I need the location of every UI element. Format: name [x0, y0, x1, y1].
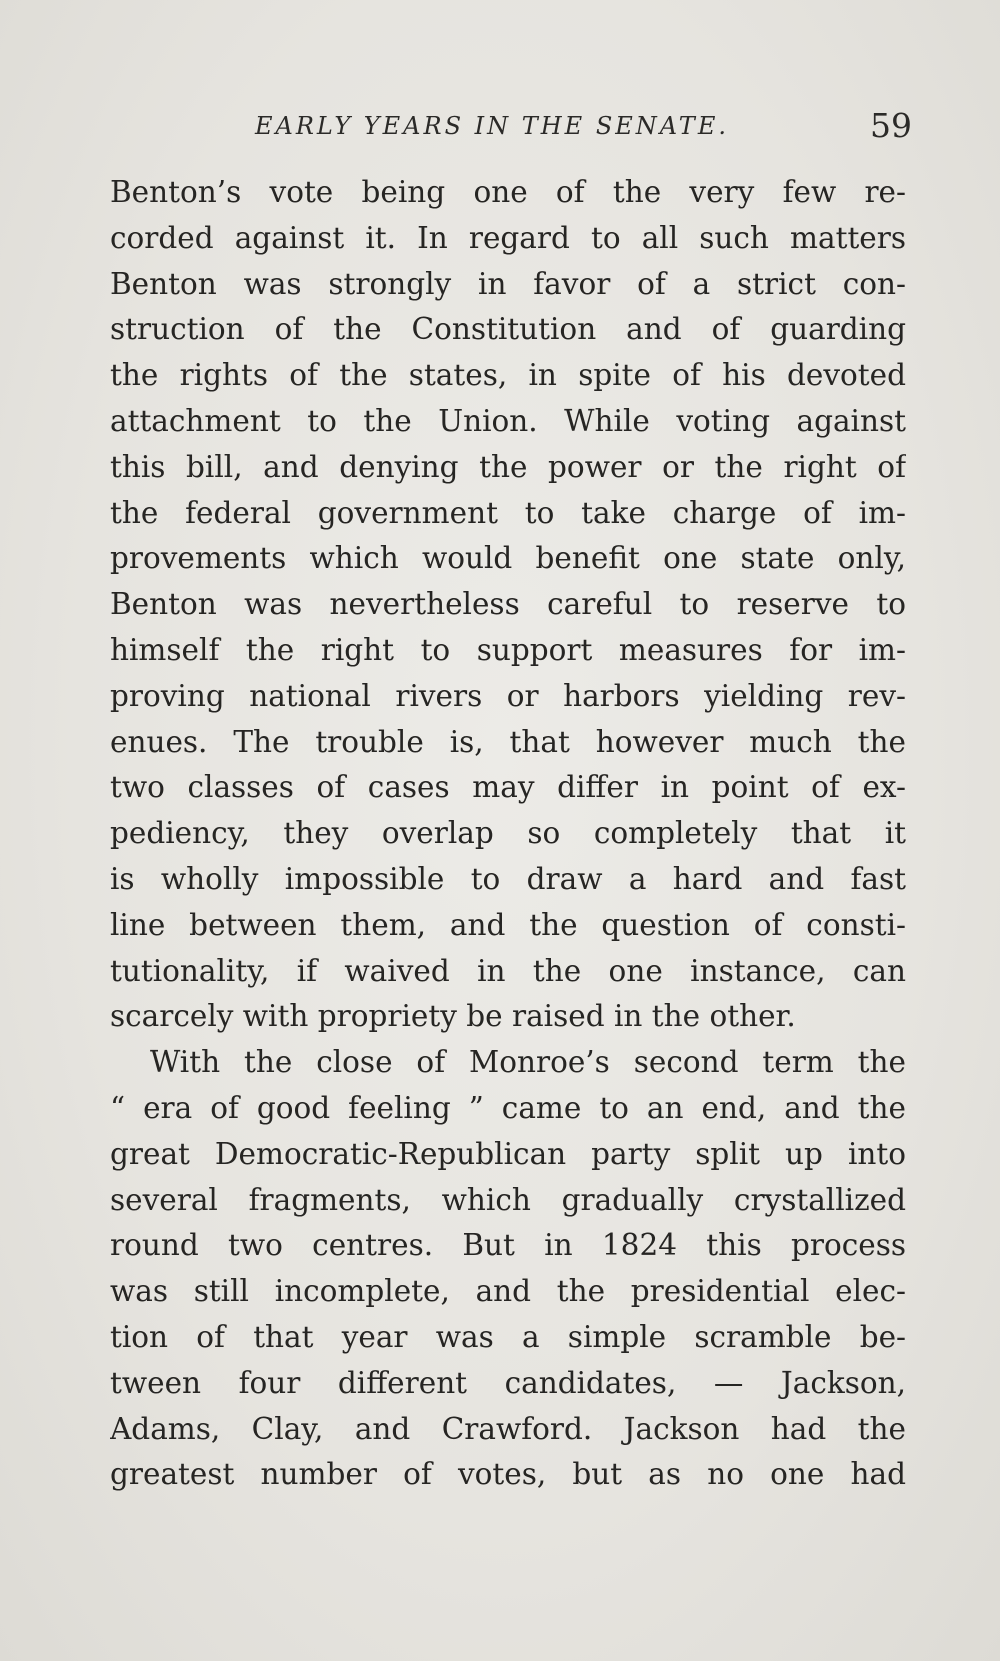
page-number: 59 [870, 106, 912, 145]
text-line: corded against it. In regard to all such matters [110, 220, 906, 255]
text-line: the federal government to take charge of im- [110, 495, 906, 530]
text-line: struction of the Constitution and of guarding [110, 312, 906, 347]
body-text [110, 170, 906, 1498]
text-line: Benton’s vote being one of the very few re- [110, 175, 906, 209]
text-line: pediency, they overlap so completely that it [110, 816, 906, 851]
text-line: Adams, Clay, and Crawford. Jackson had the [110, 1411, 906, 1446]
text-line: great Democratic-Republican party split up into [110, 1136, 906, 1171]
text-line: round two centres. But in 1824 this process [110, 1228, 906, 1263]
text-line: proving national rivers or harbors yielding rev- [110, 678, 906, 713]
text-line: himself the right to support measures for im- [110, 632, 906, 667]
text-line: “ era of good feeling ” came to an end, and the [110, 1090, 906, 1125]
text-line: line between them, and the question of consti- [110, 907, 906, 942]
text-line: was still incomplete, and the presidential elec- [110, 1274, 906, 1309]
text-line: several fragments, which gradually crystallized [110, 1182, 906, 1217]
text-line: tween four different candidates, — Jackson, [110, 1365, 906, 1400]
text-line: two classes of cases may differ in point of ex- [110, 770, 906, 805]
text-line: is wholly impossible to draw a hard and fast [110, 861, 906, 896]
text-line: tutionality, if waived in the one instance, can [110, 953, 906, 988]
text-line: tion of that year was a simple scramble be- [110, 1319, 906, 1354]
running-head [110, 106, 916, 146]
text-line: scarcely with propriety be raised in the other. [110, 999, 796, 1034]
text-line: Benton was nevertheless careful to reserve to [110, 587, 906, 622]
text-line: this bill, and denying the power or the right of [110, 449, 906, 484]
running-title: EARLY YEARS IN THE SENATE. [255, 112, 729, 140]
text-line: With the close of Monroe’s second term the [150, 1045, 906, 1080]
text-line: attachment to the Union. While voting against [110, 403, 906, 438]
text-line: provements which would benefit one state only, [110, 541, 906, 576]
text-line: greatest number of votes, but as no one had [110, 1457, 906, 1492]
text-line: Benton was strongly in favor of a strict con- [110, 266, 906, 301]
text-line: enues. The trouble is, that however much the [110, 724, 906, 759]
text-line: the rights of the states, in spite of his devoted [110, 358, 906, 393]
